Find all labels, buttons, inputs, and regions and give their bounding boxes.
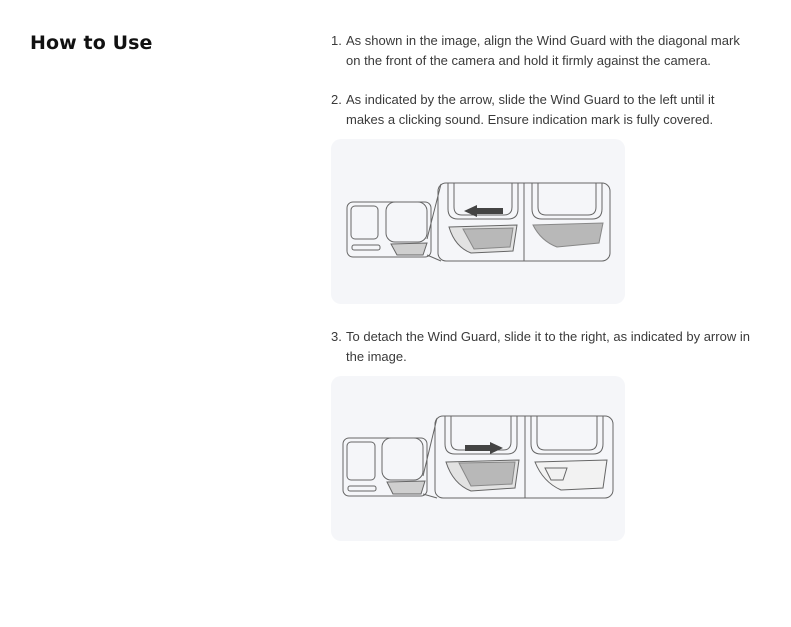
step-1-text: As shown in the image, align the Wind Guard with the diagonal mark on the front of the camera and hold it firmly against the camera.	[346, 33, 740, 68]
camera-screen	[351, 206, 378, 239]
detach-illustration	[331, 376, 625, 541]
step-2-text: As indicated by the arrow, slide the Wind Guard to the left until it makes a clicking sound. Ensure indication mark is fully covered.	[346, 92, 715, 127]
camera-lens	[386, 202, 427, 242]
step-3-number: 3.	[331, 329, 342, 344]
step-2-number: 2.	[331, 92, 342, 107]
arrow-right-icon	[465, 442, 503, 454]
step-2	[331, 90, 751, 130]
section-title: How to Use	[30, 32, 153, 54]
steps-list	[331, 31, 751, 541]
step-1-number: 1.	[331, 33, 342, 48]
step-1	[331, 31, 751, 71]
step-3-text: To detach the Wind Guard, slide it to the right, as indicated by arrow in the image.	[346, 329, 750, 364]
step-3	[331, 327, 751, 367]
camera-lens	[382, 438, 423, 480]
attach-illustration	[331, 139, 625, 304]
camera-screen	[347, 442, 375, 480]
